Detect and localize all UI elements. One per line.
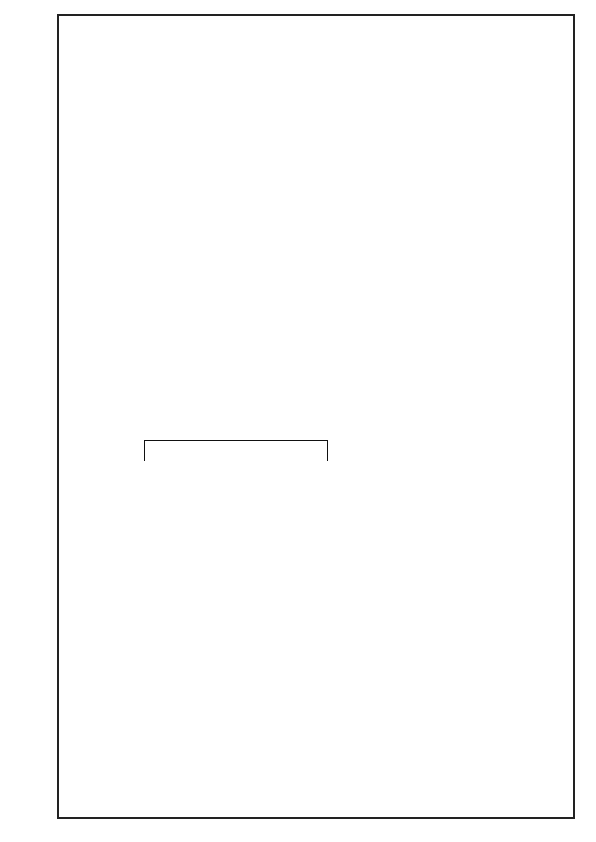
page-frame [57,14,575,819]
selection-marker [144,440,328,461]
